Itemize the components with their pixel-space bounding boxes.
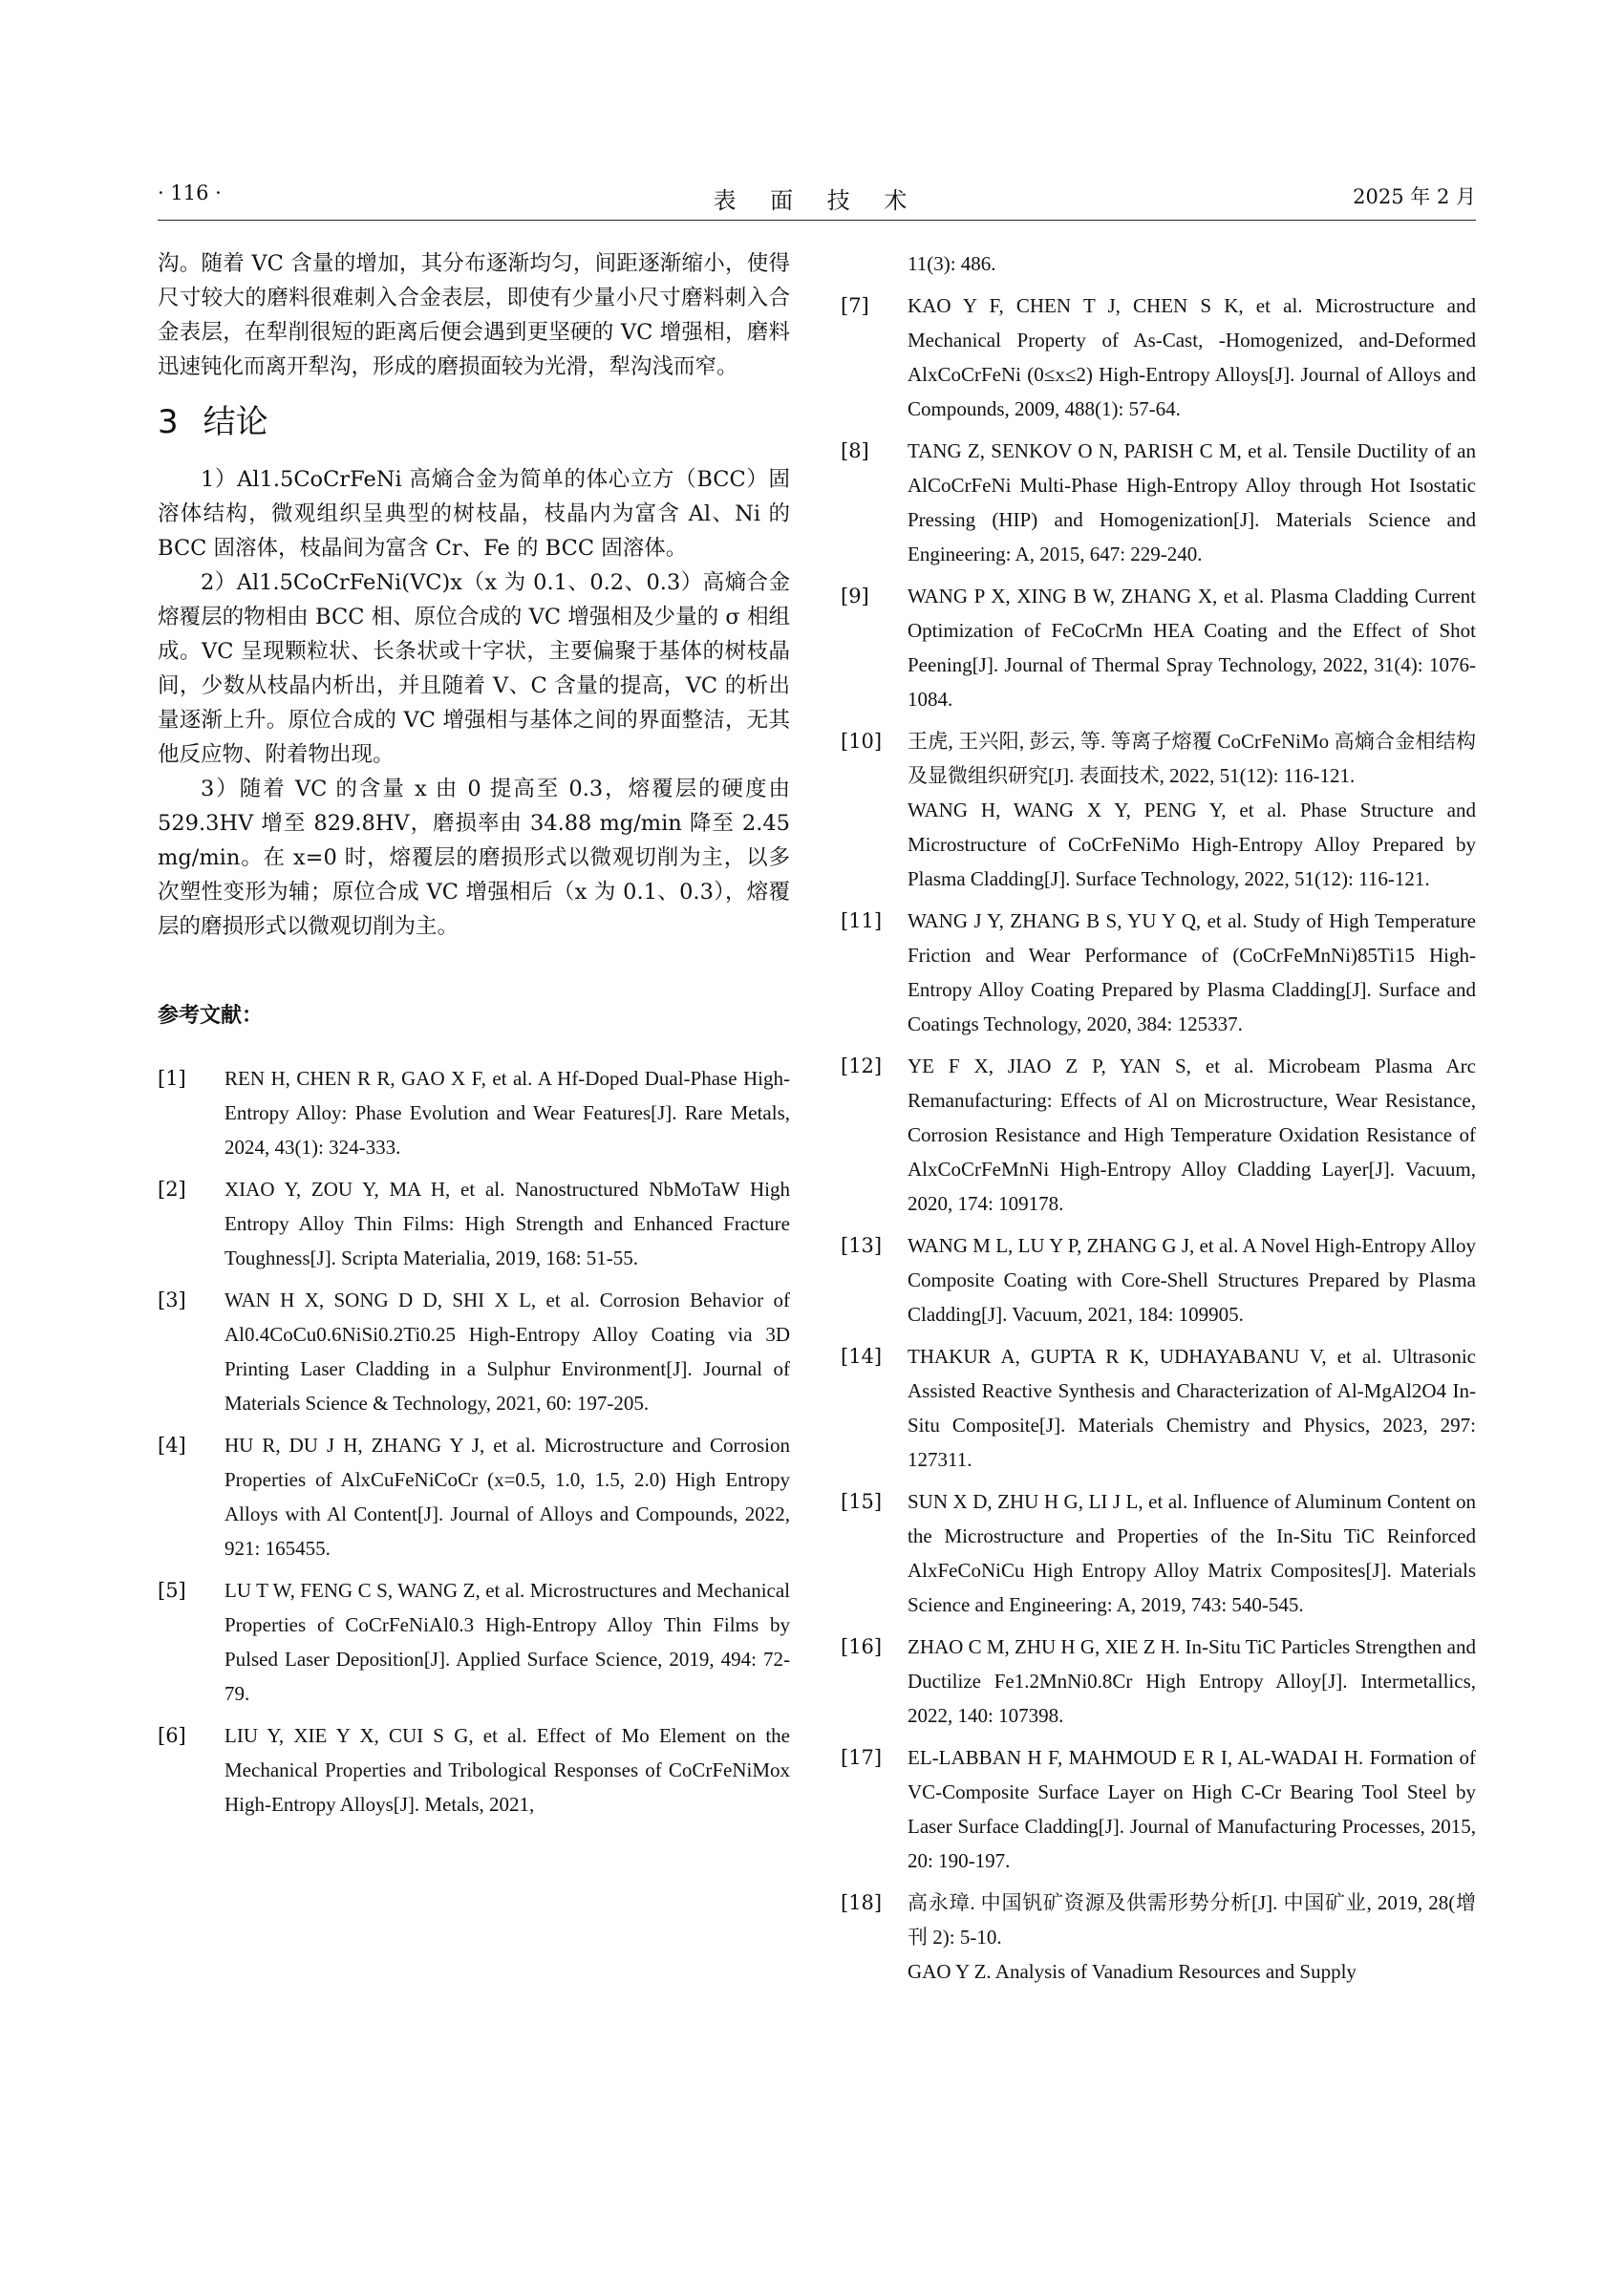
reference-text: WANG M L, LU Y P, ZHANG G J, et al. A Novel High-Entropy Alloy Composite Coating with Core-Shell Structures Prepared by Plasma Cladding[J]. Vacuum, 2021, 184: 109905. [908, 1234, 1476, 1326]
reference-number: [1] [158, 1067, 186, 1090]
reference-item [158, 1428, 790, 1566]
reference-text: KAO Y F, CHEN T J, CHEN S K, et al. Microstructure and Mechanical Property of As-Cast, -Homogenized, and-Deformed AlxCoCrFeNi (0≤x≤2) High-Entropy Alloys[J]. Journal of Alloys and Compounds, 2009, 488(1): 57-64. [908, 294, 1476, 420]
page-number: · 116 · [158, 181, 222, 204]
conclusion-3: 3）随着 VC 的含量 x 由 0 提高至 0.3，熔覆层的硬度由 529.3HV 增至 829.8HV，磨损率由 34.88 mg/min 降至 2.45 mg/min。在 x=0 时，熔覆层的磨损形式以微观切削为主，以多次塑性变形为辅；原位合成 VC 增强相后（x 为 0.1、0.3），熔覆层的磨损形式以微观切削为主。 [158, 777, 790, 939]
right-column [841, 246, 1476, 1989]
conclusion-2: 2）Al1.5CoCrFeNi(VC)x（x 为 0.1、0.2、0.3）高熵合金熔覆层的物相由 BCC 相、原位合成的 VC 增强相及少量的 σ 相组成。VC 呈现颗粒状、长条状或十字状，主要偏聚于基体的树枝晶间，少数从枝晶内析出，并且随着 V、C 含量的提高，VC 的析出量逐渐上升。原位合成的 VC 增强相与基体之间的界面整洁，无其他反应物、附着物出现。 [158, 570, 790, 767]
reference-item [841, 724, 1476, 793]
reference-number: [12] [841, 1055, 883, 1077]
reference-item [841, 1886, 1476, 1954]
reference-item [158, 1172, 790, 1275]
reference-number: [2] [158, 1178, 186, 1201]
header-rule [158, 220, 1476, 221]
reference-item [841, 904, 1476, 1041]
reference-item [158, 1061, 790, 1164]
intro-paragraph: 沟。随着 VC 含量的增加，其分布逐渐均匀，间距逐渐缩小，使得尺寸较大的磨料很难刺入合金表层，即使有少量小尺寸磨料刺入合金表层，在犁削很短的距离后便会遇到更坚硬的 VC 增强相，磨料迅速钝化而离开犁沟，形成的磨损面较为光滑，犁沟浅而窄。 [158, 251, 790, 379]
reference-number: [16] [841, 1635, 883, 1658]
reference-text: LIU Y, XIE Y X, CUI S G, et al. Effect of Mo Element on the Mechanical Properties and Tribological Responses of CoCrFeNiMox High-Entropy Alloys[J]. Metals, 2021, [224, 1724, 790, 1816]
reference-text: YE F X, JIAO Z P, YAN S, et al. Microbeam Plasma Arc Remanufacturing: Effects of Al on Microstructure, Wear Resistance, Corrosion Resistance and High Temperature Oxidation Resistance of AlxCoCrFeMnNi High-Entropy Alloy Cladding Layer[J]. Vacuum, 2020, 174: 109178. [908, 1055, 1476, 1215]
running-header [158, 181, 1476, 220]
reference-text: XIAO Y, ZOU Y, MA H, et al. Nanostructured NbMoTaW High Entropy Alloy Thin Films: High Strength and Enhanced Fracture Toughness[J]. Scripta Materialia, 2019, 168: 51-55. [224, 1178, 790, 1269]
reference-item [841, 1339, 1476, 1477]
reference-translation: WANG H, WANG X Y, PENG Y, et al. Phase Structure and Microstructure of CoCrFeNiMo High-Entropy Alloy Prepared by Plasma Cladding[J]. Surface Technology, 2022, 51(12): 116-121. [908, 799, 1476, 890]
reference-text: LU T W, FENG C S, WANG Z, et al. Microstructures and Mechanical Properties of CoCrFeNiAl0.3 High-Entropy Alloy Thin Films by Pulsed Laser Deposition[J]. Applied Surface Science, 2019, 494: 72-79. [224, 1579, 790, 1705]
reference-item [841, 1740, 1476, 1878]
reference-text: 王虎, 王兴阳, 彭云, 等. 等离子熔覆 CoCrFeNiMo 高熵合金相结构及显微组织研究[J]. 表面技术, 2022, 51(12): 116-121. [908, 730, 1476, 787]
reference-item [158, 1573, 790, 1711]
reference-number: [13] [841, 1234, 883, 1257]
reference-number: [6] [158, 1724, 186, 1747]
reference-item [841, 288, 1476, 426]
journal-name: 表 面 技 术 [713, 187, 921, 214]
reference-number: [3] [158, 1289, 186, 1311]
reference-text: THAKUR A, GUPTA R K, UDHAYABANU V, et al. Ultrasonic Assisted Reactive Synthesis and Characterization of Al-MgAl2O4 In-Situ Composite[J]. Materials Chemistry and Physics, 2023, 297: 127311. [908, 1345, 1476, 1471]
reference-text: WANG J Y, ZHANG B S, YU Y Q, et al. Study of High Temperature Friction and Wear Performance of (CoCrFeMnNi)85Ti15 High-Entropy Alloy Coating Prepared by Plasma Cladding[J]. Surface and Coatings Technology, 2020, 384: 125337. [908, 909, 1476, 1035]
references-title: 参考文献： [158, 1004, 264, 1028]
issue-date: 2025 年 2 月 [1353, 185, 1476, 208]
reference-item [158, 1283, 790, 1420]
left-column [158, 246, 790, 1829]
reference-item [841, 1630, 1476, 1733]
section-heading [158, 401, 790, 443]
reference-text: REN H, CHEN R R, GAO X F, et al. A Hf-Doped Dual-Phase High-Entropy Alloy: Phase Evolution and Wear Features[J]. Rare Metals, 2024, 43(1): 324-333. [224, 1067, 790, 1159]
reference-number: [15] [841, 1490, 883, 1513]
reference-translation: GAO Y Z. Analysis of Vanadium Resources and Supply [908, 1960, 1357, 1983]
reference-number: [14] [841, 1345, 883, 1368]
reference-text: ZHAO C M, ZHU H G, XIE Z H. In-Situ TiC Particles Strengthen and Ductilize Fe1.2MnNi0.8Cr High Entropy Alloy[J]. Intermetallics, 2022, 140: 107398. [908, 1635, 1476, 1727]
reference-number: [18] [841, 1891, 883, 1914]
reference-number: [10] [841, 730, 883, 753]
section-number: 3 [158, 403, 179, 441]
reference-text: EL-LABBAN H F, MAHMOUD E R I, AL-WADAI H. Formation of VC-Composite Surface Layer on High C-Cr Bearing Tool Steel by Laser Surface Cladding[J]. Journal of Manufacturing Processes, 2015, 20: 190-197. [908, 1746, 1476, 1872]
reference-text: WANG P X, XING B W, ZHANG X, et al. Plasma Cladding Current Optimization of FeCoCrMn HEA Coating and the Effect of Shot Peening[J]. Journal of Thermal Spray Technology, 2022, 31(4): 1076-1084. [908, 585, 1476, 711]
reference-text: TANG Z, SENKOV O N, PARISH C M, et al. Tensile Ductility of an AlCoCrFeNi Multi-Phase High-Entropy Alloy through Hot Isostatic Pressing (HIP) and Homogenization[J]. Materials Science and Engineering: A, 2015, 647: 229-240. [908, 439, 1476, 565]
reference-number: [4] [158, 1434, 186, 1457]
section-title: 结论 [203, 403, 268, 441]
reference-number: [11] [841, 909, 883, 932]
reference-number: [5] [158, 1579, 186, 1602]
conclusion-1: 1）Al1.5CoCrFeNi 高熵合金为简单的体心立方（BCC）固溶体结构，微观组织呈典型的树枝晶，枝晶内为富含 Al、Ni 的 BCC 固溶体，枝晶间为富含 Cr、Fe 的 BCC 固溶体。 [158, 467, 790, 561]
reference-text: WAN H X, SONG D D, SHI X L, et al. Corrosion Behavior of Al0.4CoCu0.6NiSi0.2Ti0.25 High-Entropy Alloy Coating via 3D Printing Laser Cladding in a Sulphur Environment[J]. Journal of Materials Science & Technology, 2021, 60: 197-205. [224, 1289, 790, 1415]
reference-number: [17] [841, 1746, 883, 1769]
reference-item [841, 1228, 1476, 1332]
reference-continuation: 11(3): 486. [908, 252, 996, 275]
reference-item [841, 1484, 1476, 1622]
reference-text: 高永璋. 中国钒矿资源及供需形势分析[J]. 中国矿业, 2019, 28(增刊 2): 5-10. [908, 1891, 1476, 1949]
reference-item [158, 1718, 790, 1822]
reference-number: [7] [841, 294, 869, 317]
reference-text: SUN X D, ZHU H G, LI J L, et al. Influence of Aluminum Content on the Microstructure and Properties of the In-Situ TiC Reinforced AlxFeCoNiCu High Entropy Alloy Matrix Composites[J]. Materials Science and Engineering: A, 2019, 743: 540-545. [908, 1490, 1476, 1616]
reference-number: [9] [841, 585, 869, 607]
reference-item [841, 434, 1476, 571]
reference-item [841, 579, 1476, 716]
reference-item [841, 1049, 1476, 1221]
reference-text: HU R, DU J H, ZHANG Y J, et al. Microstructure and Corrosion Properties of AlxCuFeNiCoCr (x=0.5, 1.0, 1.5, 2.0) High Entropy Alloys with Al Content[J]. Journal of Alloys and Compounds, 2022, 921: 165455. [224, 1434, 790, 1560]
reference-number: [8] [841, 439, 869, 462]
